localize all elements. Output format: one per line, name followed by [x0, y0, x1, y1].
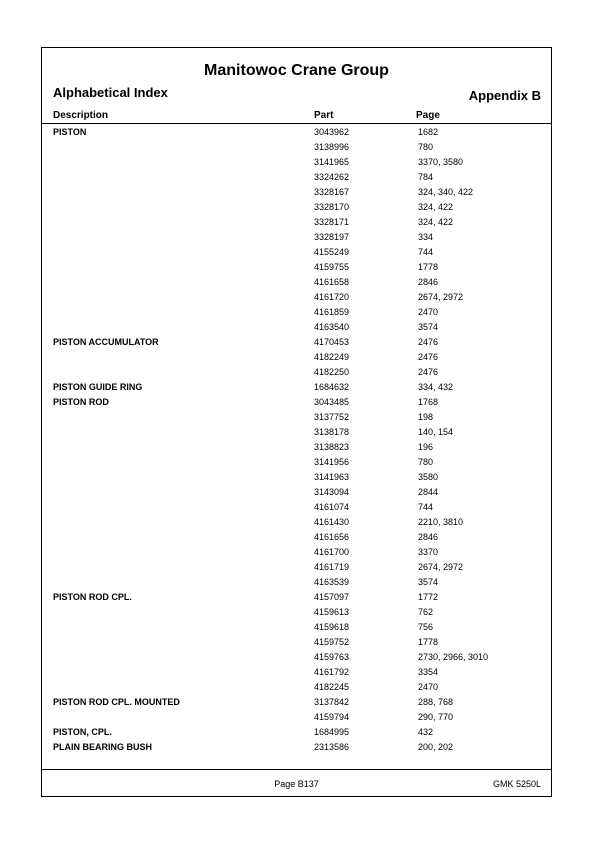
page-frame	[41, 47, 552, 797]
row-part-number: 3141956	[314, 457, 350, 467]
row-part-number: 4157097	[314, 592, 350, 602]
row-part-number: 4159755	[314, 262, 350, 272]
table-row	[42, 395, 551, 410]
table-row	[42, 500, 551, 515]
row-page-refs: 780	[418, 457, 434, 467]
table-row	[42, 710, 551, 725]
table-row	[42, 200, 551, 215]
row-part-number: 4170453	[314, 337, 350, 347]
row-part-number: 3137842	[314, 697, 350, 707]
table-row	[42, 545, 551, 560]
column-header-part: Part	[314, 110, 334, 121]
table-row	[42, 335, 551, 350]
row-part-number: 3141965	[314, 157, 350, 167]
row-part-number: 4182249	[314, 352, 350, 362]
row-part-number: 4161656	[314, 532, 350, 542]
row-part-number: 3328197	[314, 232, 350, 242]
table-row	[42, 425, 551, 440]
row-page-refs: 1772	[418, 592, 439, 602]
row-part-number: 4161658	[314, 277, 350, 287]
row-page-refs: 324, 340, 422	[418, 187, 474, 197]
row-part-number: 4161859	[314, 307, 350, 317]
row-description: PISTON ROD CPL. MOUNTED	[53, 697, 180, 707]
row-part-number: 3328171	[314, 217, 350, 227]
row-part-number: 4159752	[314, 637, 350, 647]
row-part-number: 3138996	[314, 142, 350, 152]
row-description: PISTON	[53, 127, 87, 137]
row-part-number: 4161430	[314, 517, 350, 527]
appendix-label: Appendix B	[468, 88, 541, 103]
row-description: PISTON ACCUMULATOR	[53, 337, 159, 347]
row-part-number: 3324262	[314, 172, 350, 182]
row-part-number: 3143094	[314, 487, 350, 497]
row-page-refs: 2470	[418, 307, 439, 317]
row-page-refs: 2476	[418, 337, 439, 347]
row-part-number: 4163540	[314, 322, 350, 332]
row-page-refs: 762	[418, 607, 434, 617]
row-part-number: 2313586	[314, 742, 350, 752]
row-part-number: 4161074	[314, 502, 350, 512]
row-page-refs: 290, 770	[418, 712, 454, 722]
table-row	[42, 680, 551, 695]
row-page-refs: 2476	[418, 352, 439, 362]
row-part-number: 4155249	[314, 247, 350, 257]
table-row	[42, 575, 551, 590]
row-page-refs: 780	[418, 142, 434, 152]
footer-model: GMK 5250L	[492, 779, 541, 789]
footer-divider	[42, 769, 551, 770]
table-row	[42, 560, 551, 575]
table-row	[42, 230, 551, 245]
table-row	[42, 410, 551, 425]
header-divider	[42, 123, 551, 124]
row-page-refs: 2844	[418, 487, 439, 497]
table-row	[42, 155, 551, 170]
row-page-refs: 196	[418, 442, 434, 452]
row-page-refs: 2674, 2972	[418, 292, 464, 302]
row-part-number: 3141963	[314, 472, 350, 482]
table-row	[42, 170, 551, 185]
row-part-number: 4182250	[314, 367, 350, 377]
row-page-refs: 744	[418, 247, 434, 257]
table-row	[42, 650, 551, 665]
row-page-refs: 2674, 2972	[418, 562, 464, 572]
row-page-refs: 3370, 3580	[418, 157, 464, 167]
index-table	[42, 125, 551, 755]
row-part-number: 4182245	[314, 682, 350, 692]
table-row	[42, 350, 551, 365]
row-page-refs: 1682	[418, 127, 439, 137]
table-row	[42, 125, 551, 140]
row-part-number: 4161720	[314, 292, 350, 302]
table-row	[42, 470, 551, 485]
table-row	[42, 320, 551, 335]
footer-page-number: Page B137	[274, 779, 319, 789]
table-row	[42, 305, 551, 320]
row-part-number: 3328167	[314, 187, 350, 197]
row-part-number: 4159613	[314, 607, 350, 617]
row-part-number: 4159618	[314, 622, 350, 632]
row-page-refs: 784	[418, 172, 434, 182]
row-page-refs: 324, 422	[418, 217, 454, 227]
row-part-number: 3138178	[314, 427, 350, 437]
table-row	[42, 605, 551, 620]
row-part-number: 3043485	[314, 397, 350, 407]
row-page-refs: 756	[418, 622, 434, 632]
row-page-refs: 3574	[418, 577, 439, 587]
table-row	[42, 215, 551, 230]
row-part-number: 4163539	[314, 577, 350, 587]
table-row	[42, 185, 551, 200]
row-description: PLAIN BEARING BUSH	[53, 742, 153, 752]
row-page-refs: 744	[418, 502, 434, 512]
row-page-refs: 2470	[418, 682, 439, 692]
table-row	[42, 725, 551, 740]
row-page-refs: 2730, 2966, 3010	[418, 652, 489, 662]
table-row	[42, 275, 551, 290]
row-page-refs: 432	[418, 727, 434, 737]
table-row	[42, 440, 551, 455]
row-page-refs: 3370	[418, 547, 439, 557]
table-row	[42, 365, 551, 380]
row-part-number: 3137752	[314, 412, 350, 422]
column-header-page: Page	[416, 110, 440, 121]
row-description: PISTON, CPL.	[53, 727, 112, 737]
row-page-refs: 3574	[418, 322, 439, 332]
row-part-number: 1684995	[314, 727, 350, 737]
table-row	[42, 455, 551, 470]
table-row	[42, 260, 551, 275]
row-part-number: 4161700	[314, 547, 350, 557]
table-row	[42, 620, 551, 635]
row-page-refs: 2846	[418, 532, 439, 542]
table-row	[42, 635, 551, 650]
row-part-number: 4159763	[314, 652, 350, 662]
row-page-refs: 1768	[418, 397, 439, 407]
table-row	[42, 485, 551, 500]
row-part-number: 4161792	[314, 667, 350, 677]
table-row	[42, 380, 551, 395]
table-row	[42, 515, 551, 530]
row-page-refs: 324, 422	[418, 202, 454, 212]
row-part-number: 4159794	[314, 712, 350, 722]
table-row	[42, 140, 551, 155]
table-row	[42, 290, 551, 305]
row-page-refs: 288, 768	[418, 697, 454, 707]
row-description: PISTON ROD CPL.	[53, 592, 132, 602]
row-page-refs: 334, 432	[418, 382, 454, 392]
row-page-refs: 1778	[418, 262, 439, 272]
row-page-refs: 3580	[418, 472, 439, 482]
table-row	[42, 590, 551, 605]
company-title: Manitowoc Crane Group	[204, 62, 389, 79]
row-part-number: 3043962	[314, 127, 350, 137]
row-page-refs: 334	[418, 232, 434, 242]
column-header-description: Description	[53, 110, 109, 121]
table-row	[42, 530, 551, 545]
row-page-refs: 1778	[418, 637, 439, 647]
row-page-refs: 198	[418, 412, 434, 422]
row-page-refs: 2476	[418, 367, 439, 377]
row-part-number: 4161719	[314, 562, 350, 572]
row-page-refs: 3354	[418, 667, 439, 677]
row-page-refs: 2210, 3810	[418, 517, 464, 527]
table-row	[42, 665, 551, 680]
index-title: Alphabetical Index	[53, 85, 168, 100]
row-part-number: 3138823	[314, 442, 350, 452]
row-page-refs: 200, 202	[418, 742, 454, 752]
row-page-refs: 140, 154	[418, 427, 454, 437]
table-row	[42, 740, 551, 755]
row-part-number: 3328170	[314, 202, 350, 212]
row-description: PISTON ROD	[53, 397, 109, 407]
row-description: PISTON GUIDE RING	[53, 382, 143, 392]
row-part-number: 1684632	[314, 382, 350, 392]
table-row	[42, 245, 551, 260]
table-row	[42, 695, 551, 710]
row-page-refs: 2846	[418, 277, 439, 287]
